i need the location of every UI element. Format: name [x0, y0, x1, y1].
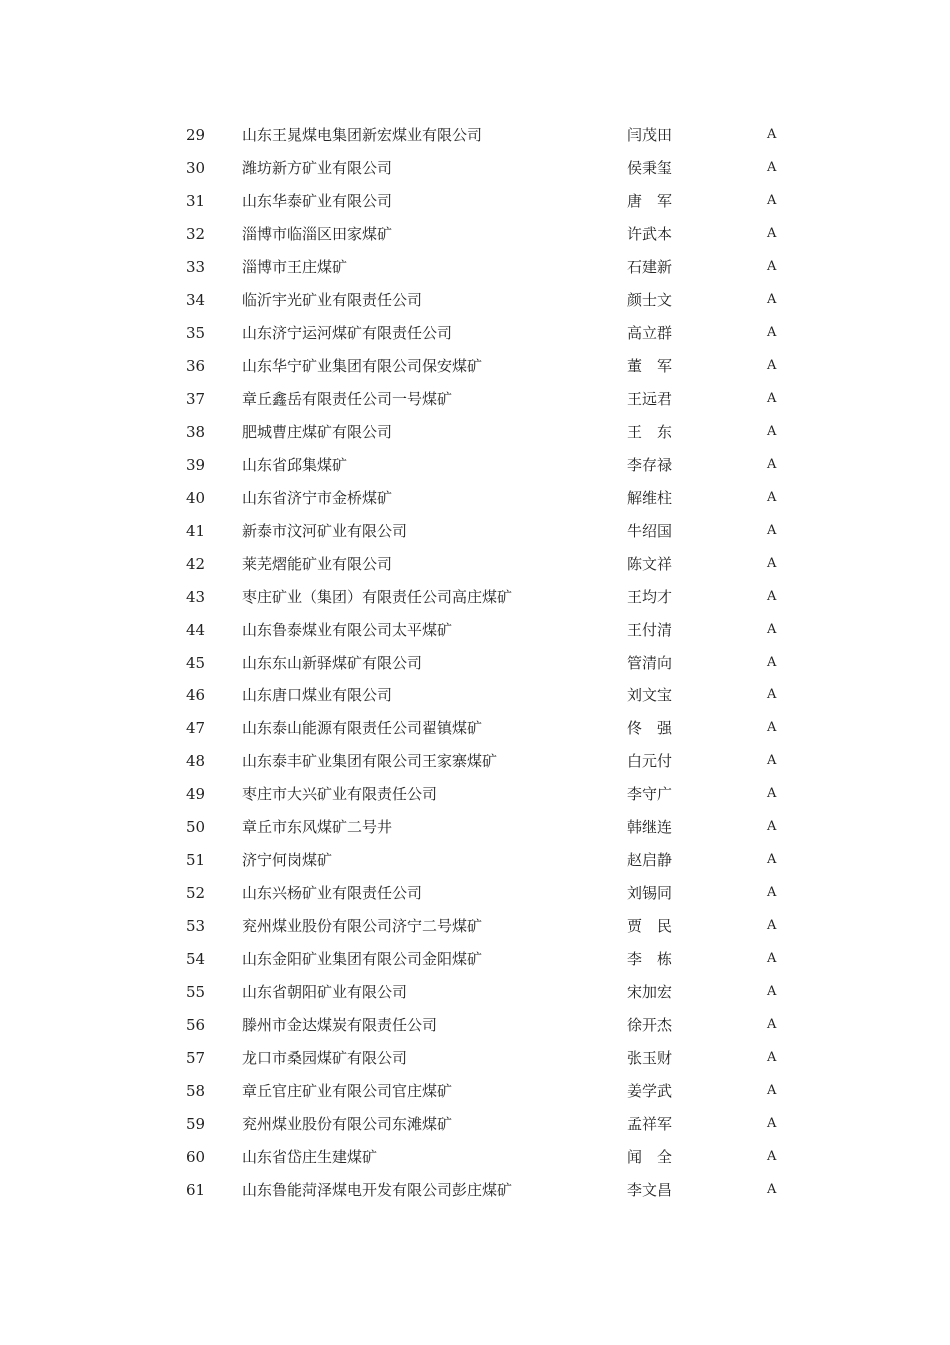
table-body — [0, 119, 950, 1207]
responsible-person: 刘锡同 — [627, 884, 673, 903]
responsible-person: 闫茂田 — [627, 126, 673, 144]
row-number: 47 — [186, 719, 206, 738]
company-name: 莱芜熠能矿业有限公司 — [242, 554, 393, 573]
company-name: 山东省济宁市金桥煤矿 — [242, 488, 393, 507]
row-number: 56 — [186, 1016, 206, 1035]
grade: A — [767, 456, 777, 472]
responsible-person: 赵启静 — [627, 851, 673, 870]
grade: A — [767, 588, 777, 604]
responsible-person: 高立群 — [627, 323, 673, 342]
company-name: 潍坊新方矿业有限公司 — [242, 158, 393, 177]
responsible-person: 宋加宏 — [627, 983, 673, 1002]
company-name: 山东泰山能源有限责任公司翟镇煤矿 — [242, 719, 483, 738]
company-name: 山东唐口煤业有限公司 — [242, 686, 393, 705]
company-name: 山东金阳矿业集团有限公司金阳煤矿 — [242, 950, 483, 969]
table-row — [0, 679, 950, 712]
grade: A — [767, 819, 777, 835]
grade: A — [767, 192, 777, 208]
responsible-person: 许武本 — [627, 224, 673, 243]
company-name: 章丘市东风煤矿二号井 — [242, 818, 393, 837]
company-name: 兖州煤业股份有限公司济宁二号煤矿 — [242, 917, 483, 936]
table-row — [0, 1141, 950, 1174]
table-row — [0, 877, 950, 910]
responsible-person: 佟 强 — [627, 719, 673, 738]
grade: A — [767, 390, 777, 406]
table-row — [0, 416, 950, 449]
responsible-person: 管清向 — [627, 653, 673, 672]
table-row — [0, 317, 950, 350]
responsible-person: 王均才 — [627, 587, 673, 606]
table-row — [0, 185, 950, 218]
responsible-person: 韩继连 — [627, 818, 673, 837]
company-name: 山东华泰矿业有限公司 — [242, 191, 393, 210]
responsible-person: 闻 全 — [627, 1148, 673, 1167]
company-name: 滕州市金达煤炭有限责任公司 — [242, 1016, 438, 1035]
responsible-person: 王 东 — [627, 422, 673, 441]
table-row — [0, 548, 950, 581]
row-number: 59 — [186, 1115, 206, 1134]
company-name: 临沂宇光矿业有限责任公司 — [242, 290, 423, 309]
responsible-person: 孟祥军 — [627, 1115, 673, 1134]
grade: A — [767, 1017, 777, 1033]
responsible-person: 白元付 — [627, 752, 673, 771]
grade: A — [767, 621, 777, 637]
row-number: 38 — [186, 422, 206, 441]
company-name: 龙口市桑园煤矿有限公司 — [242, 1049, 408, 1068]
table-row — [0, 515, 950, 548]
table-row — [0, 1075, 950, 1108]
company-name: 山东鲁能菏泽煤电开发有限公司彭庄煤矿 — [242, 1181, 513, 1199]
table-row — [0, 614, 950, 647]
table-row — [0, 1009, 950, 1042]
responsible-person: 牛绍国 — [627, 521, 673, 540]
responsible-person: 唐 军 — [627, 191, 673, 210]
row-number: 40 — [186, 488, 206, 507]
grade: A — [767, 159, 777, 175]
grade: A — [767, 258, 777, 274]
company-name: 山东王晁煤电集团新宏煤业有限公司 — [242, 126, 483, 144]
table-row — [0, 251, 950, 284]
company-name: 兖州煤业股份有限公司东滩煤矿 — [242, 1115, 453, 1134]
table-row — [0, 1108, 950, 1141]
responsible-person: 董 军 — [627, 356, 673, 375]
grade: A — [767, 225, 777, 241]
responsible-person: 李 栋 — [627, 950, 673, 969]
company-name: 山东华宁矿业集团有限公司保安煤矿 — [242, 356, 483, 375]
company-name: 济宁何岗煤矿 — [242, 851, 333, 870]
row-number: 49 — [186, 785, 206, 804]
row-number: 29 — [186, 126, 206, 144]
grade: A — [767, 423, 777, 439]
responsible-person: 颜士文 — [627, 290, 673, 309]
company-name: 山东东山新驿煤矿有限公司 — [242, 653, 423, 672]
grade: A — [767, 687, 777, 703]
responsible-person: 贾 民 — [627, 917, 673, 936]
row-number: 37 — [186, 389, 206, 408]
grade: A — [767, 291, 777, 307]
company-name: 山东济宁运河煤矿有限责任公司 — [242, 323, 453, 342]
company-name: 山东省邱集煤矿 — [242, 455, 348, 474]
company-name: 山东鲁泰煤业有限公司太平煤矿 — [242, 620, 453, 639]
row-number: 50 — [186, 818, 206, 837]
grade: A — [767, 357, 777, 373]
row-number: 39 — [186, 455, 206, 474]
table-row — [0, 811, 950, 844]
grade: A — [767, 951, 777, 967]
responsible-person: 李存禄 — [627, 455, 673, 474]
responsible-person: 徐开杰 — [627, 1016, 673, 1035]
row-number: 52 — [186, 884, 206, 903]
responsible-person: 张玉财 — [627, 1049, 673, 1068]
row-number: 30 — [186, 158, 206, 177]
row-number: 45 — [186, 653, 206, 672]
table-row — [0, 482, 950, 515]
responsible-person: 李文昌 — [627, 1181, 673, 1199]
table-row — [0, 119, 950, 152]
grade: A — [767, 918, 777, 934]
row-number: 32 — [186, 224, 206, 243]
row-number: 41 — [186, 521, 206, 540]
row-number: 43 — [186, 587, 206, 606]
responsible-person: 姜学武 — [627, 1082, 673, 1101]
grade: A — [767, 324, 777, 340]
row-number: 31 — [186, 191, 206, 210]
row-number: 55 — [186, 983, 206, 1002]
table-row — [0, 712, 950, 745]
company-name: 枣庄市大兴矿业有限责任公司 — [242, 785, 438, 804]
grade: A — [767, 1149, 777, 1165]
row-number: 33 — [186, 257, 206, 276]
company-name: 枣庄矿业（集团）有限责任公司高庄煤矿 — [242, 587, 513, 606]
grade: A — [767, 489, 777, 505]
table-row — [0, 284, 950, 317]
table-row — [0, 976, 950, 1009]
grade: A — [767, 654, 777, 670]
grade: A — [767, 885, 777, 901]
table-row — [0, 581, 950, 614]
grade: A — [767, 1083, 777, 1099]
table-row — [0, 350, 950, 383]
company-name: 山东省岱庄生建煤矿 — [242, 1148, 378, 1167]
company-name: 新泰市汶河矿业有限公司 — [242, 521, 408, 540]
row-number: 44 — [186, 620, 206, 639]
row-number: 46 — [186, 686, 206, 705]
table-row — [0, 647, 950, 680]
grade: A — [767, 1182, 777, 1197]
table-row — [0, 745, 950, 778]
company-name: 山东泰丰矿业集团有限公司王家寨煤矿 — [242, 752, 498, 771]
responsible-person: 刘文宝 — [627, 686, 673, 705]
row-number: 42 — [186, 554, 206, 573]
responsible-person: 石建新 — [627, 257, 673, 276]
responsible-person: 陈文祥 — [627, 554, 673, 573]
table-row — [0, 778, 950, 811]
responsible-person: 王付清 — [627, 620, 673, 639]
row-number: 35 — [186, 323, 206, 342]
table-row — [0, 218, 950, 251]
row-number: 58 — [186, 1082, 206, 1101]
table-row — [0, 910, 950, 943]
grade: A — [767, 852, 777, 868]
row-number: 57 — [186, 1049, 206, 1068]
table-row — [0, 383, 950, 416]
grade: A — [767, 1116, 777, 1132]
grade: A — [767, 984, 777, 1000]
company-name: 肥城曹庄煤矿有限公司 — [242, 422, 393, 441]
table-row — [0, 152, 950, 185]
company-name: 淄博市临淄区田家煤矿 — [242, 224, 393, 243]
table-row — [0, 844, 950, 877]
table-row — [0, 449, 950, 482]
row-number: 34 — [186, 290, 206, 309]
row-number: 51 — [186, 851, 206, 870]
responsible-person: 王远君 — [627, 389, 673, 408]
table-row — [0, 1042, 950, 1075]
company-name: 山东兴杨矿业有限责任公司 — [242, 884, 423, 903]
grade: A — [767, 555, 777, 571]
row-number: 48 — [186, 752, 206, 771]
row-number: 53 — [186, 917, 206, 936]
company-name: 淄博市王庄煤矿 — [242, 257, 348, 276]
responsible-person: 侯秉玺 — [627, 158, 673, 177]
grade: A — [767, 720, 777, 736]
table-row — [0, 943, 950, 976]
responsible-person: 解维柱 — [627, 488, 673, 507]
company-name: 章丘鑫岳有限责任公司一号煤矿 — [242, 389, 453, 408]
table-row — [0, 1174, 950, 1207]
responsible-person: 李守广 — [627, 785, 673, 804]
grade: A — [767, 753, 777, 769]
row-number: 60 — [186, 1148, 206, 1167]
company-name: 章丘官庄矿业有限公司官庄煤矿 — [242, 1082, 453, 1101]
company-name: 山东省朝阳矿业有限公司 — [242, 983, 408, 1002]
grade: A — [767, 522, 777, 538]
row-number: 61 — [186, 1181, 206, 1199]
grade: A — [767, 127, 777, 142]
row-number: 36 — [186, 356, 206, 375]
grade: A — [767, 786, 777, 802]
row-number: 54 — [186, 950, 206, 969]
grade: A — [767, 1050, 777, 1066]
